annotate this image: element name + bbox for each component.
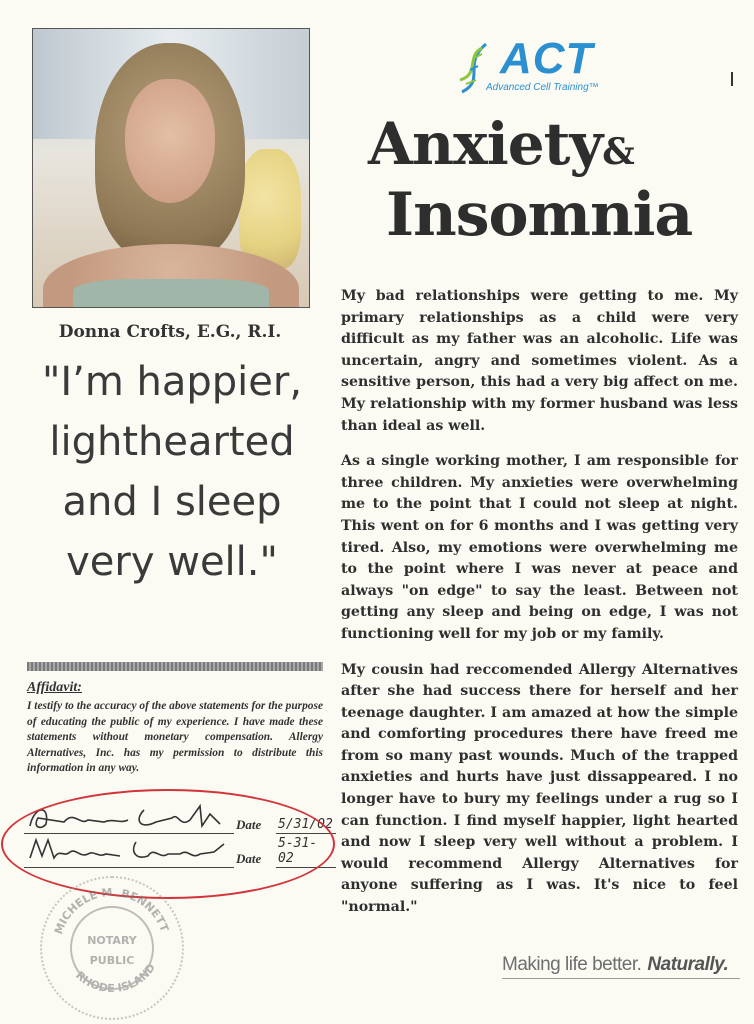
body-paragraph-3: My cousin had reccomended Allergy Alternatives after she had success there for herself and her teenage daughter. I am amazed at how the simple and comforting procedures there have freed me from so many past wounds. Much of the trapped anxieties and hurts have just dissappeared. I no longer have to bury my feelings under a rug so I can function. I find myself happier, light hearted and now I sleep very well without a problem. I would recommend Allergy Alternatives for anyone suffering as I was. It's nice to feel "normal." <box>341 661 738 916</box>
footer-slogan <box>502 954 728 976</box>
date-label-1: Date <box>236 817 262 832</box>
body-paragraph-1: My bad relationships were getting to me. My primary relationships as a child were very difficult as my father was an alcoholic. Life was uncertain, angry and sometimes violent. As a sensitive person, this had a very big affect on me. My relationship with my former husband was less than ideal as well. <box>341 288 738 434</box>
act-logo <box>456 34 646 102</box>
headline-ampersand: & <box>602 131 634 173</box>
margin-mark <box>731 72 733 86</box>
logo-tagline: Advanced Cell Training™ <box>486 82 599 93</box>
photo-flowers <box>239 149 301 269</box>
headline-anxiety: Anxiety <box>368 110 603 178</box>
photo-face <box>125 79 215 203</box>
divider-rule <box>27 662 323 671</box>
date-value-1: 5/31/02 <box>278 817 333 832</box>
headline-line-1 <box>368 110 634 178</box>
headline-insomnia: Insomnia <box>386 180 693 250</box>
photo-top <box>73 279 269 308</box>
affidavit-text: I testify to the accuracy of the above statements for the purpose of educating the public of my experience. I have made these statements without monetary compensation. Allergy Alternatives, Inc. has my permission to distribute this information in any way. <box>27 700 323 774</box>
svg-text:MICHELE M. BENNETT: MICHELE M. BENNETT <box>51 885 172 937</box>
logo-brand: ACT <box>500 34 594 83</box>
portrait-photo <box>32 28 310 308</box>
testimonial-quote: "I’m happier, lighthearted and I sleep very well." <box>41 359 303 585</box>
person-name: Donna Crofts, E.G., R.I. <box>58 322 282 342</box>
date-label-2: Date <box>236 851 262 866</box>
notary-seal <box>40 876 184 1020</box>
svg-text:NOTARY: NOTARY <box>87 934 137 947</box>
body-paragraph-2: As a single working mother, I am responsible for three children. My anxieties were overwhelming me to the point that I could not sleep at night. This went on for 6 months and I was getting very tired. Also, my emotions were overwhelming me to the point where I was never at peace and always "on edge" to say the least. Between not getting any sleep and being on edge, I was not functioning well for my job or my family. <box>341 453 738 642</box>
testimonial-body <box>341 286 738 933</box>
affidavit-title: Affidavit: <box>27 680 82 695</box>
notary-seal-lettering <box>42 878 182 1018</box>
date-value-2: 5-31-02 <box>278 836 318 866</box>
footer-slogan-emphasis: Naturally. <box>647 954 729 975</box>
footer-underline <box>502 978 740 979</box>
footer-slogan-main: Making life better. <box>502 954 642 975</box>
svg-text:PUBLIC: PUBLIC <box>89 954 135 967</box>
svg-text:RHODE ISLAND: RHODE ISLAND <box>73 961 158 996</box>
